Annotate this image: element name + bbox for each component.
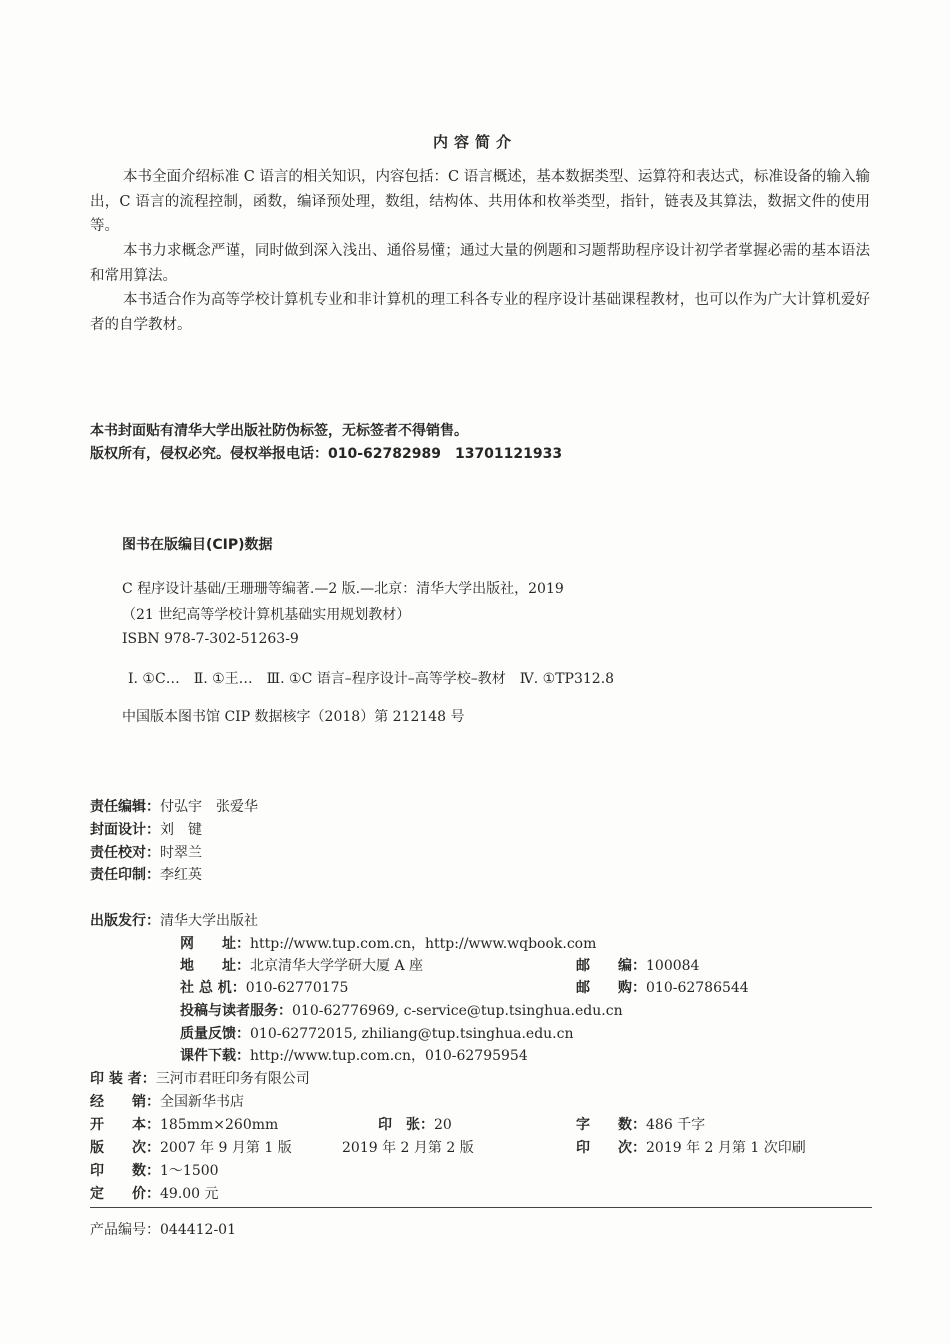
distributor-value: 全国新华书店 [160, 1094, 244, 1110]
sheets-value: 20 [434, 1117, 452, 1133]
staff-row-editor [90, 796, 258, 816]
publisher-name: 清华大学出版社 [160, 913, 258, 929]
cip-heading: 图书在版编目(CIP)数据 [122, 537, 273, 553]
website-label: 网 址： [180, 936, 250, 952]
price-row [90, 1183, 219, 1203]
publisher-label: 出版发行： [90, 913, 160, 929]
format-label: 开 本： [90, 1117, 160, 1133]
edition-row [90, 1137, 292, 1157]
copies-row [90, 1160, 219, 1180]
product-code-label: 产品编号： [90, 1222, 160, 1238]
word-count-label: 字 数： [576, 1117, 646, 1133]
cip-line-2: （21 世纪高等学校计算机基础实用规划教材） [122, 607, 411, 623]
quality-feedback-label: 质量反馈： [180, 1026, 250, 1042]
zipcode-row [576, 955, 699, 975]
staff-row-printing [90, 864, 202, 884]
zipcode-label: 邮 编： [576, 958, 646, 974]
summary-title: 内容简介 [432, 133, 517, 151]
staff-value: 时翠兰 [160, 845, 202, 861]
mail-order-label: 邮 购： [576, 980, 646, 996]
anti-counterfeit-notice: 本书封面贴有清华大学出版社防伪标签，无标签者不得销售。 [90, 423, 468, 439]
cip-line-3: ISBN 978-7-302-51263-9 [122, 631, 299, 647]
reader-service-row [180, 1000, 623, 1020]
price-label: 定 价： [90, 1186, 160, 1202]
edition-label: 版 次： [90, 1140, 160, 1156]
copies-value: 1～1500 [160, 1163, 219, 1179]
staff-label: 封面设计： [90, 822, 160, 838]
impression-value: 2019 年 2 月第 1 次印刷 [646, 1140, 806, 1156]
staff-label: 责任编辑： [90, 799, 160, 815]
impression-label: 印 次： [576, 1140, 646, 1156]
cip-line-1: C 程序设计基础/王珊珊等编著.—2 版.—北京：清华大学出版社，2019 [122, 581, 564, 597]
sheets-label: 印 张： [378, 1117, 434, 1133]
staff-value: 李红英 [160, 867, 202, 883]
switchboard-row [180, 977, 348, 997]
copies-label: 印 数： [90, 1163, 160, 1179]
cip-line-4: Ⅰ. ①C… Ⅱ. ①王… Ⅲ. ①C 语言–程序设计–高等学校–教材 Ⅳ. ①TP312.8 [128, 671, 615, 687]
summary-paragraph-1: 本书全面介绍标准 C 语言的相关知识，内容包括：C 语言概述，基本数据类型、运算符和表达式，标准设备的输入输出，C 语言的流程控制，函数，编译预处理，数组，结构体、共用体和枚举类型，指针，链表及其算法，数据文件的使用等。 [90, 169, 870, 234]
website-value: http://www.tup.com.cn，http://www.wqbook.com [250, 936, 597, 952]
staff-label: 责任校对： [90, 845, 160, 861]
staff-row-proofreader [90, 842, 202, 862]
printer-row [90, 1068, 310, 1088]
quality-feedback-value: 010-62772015, zhiliang@tup.tsinghua.edu.cn [250, 1026, 574, 1042]
product-code-row [90, 1219, 236, 1239]
publisher-row [90, 910, 258, 930]
address-label: 地 址： [180, 958, 250, 974]
quality-feedback-row [180, 1023, 573, 1043]
mail-order-value: 010-62786544 [646, 980, 749, 996]
courseware-download-value: http://www.tup.com.cn，010-62795954 [250, 1048, 528, 1064]
printer-value: 三河市君旺印务有限公司 [155, 1071, 310, 1087]
staff-row-cover [90, 819, 202, 839]
printer-label: 印 装 者： [90, 1071, 156, 1087]
reader-service-value: 010-62776969, c-service@tup.tsinghua.edu.cn [292, 1003, 623, 1019]
product-code-value: 044412-01 [160, 1222, 236, 1238]
impression-row [576, 1137, 806, 1157]
courseware-download-row [180, 1045, 528, 1065]
reader-service-label: 投稿与读者服务： [180, 1003, 292, 1019]
format-row [90, 1114, 278, 1134]
switchboard-label: 社 总 机： [180, 980, 246, 996]
courseware-download-label: 课件下载： [180, 1048, 250, 1064]
address-row [180, 955, 423, 975]
format-value: 185mm×260mm [160, 1117, 279, 1133]
website-row [180, 933, 596, 953]
switchboard-value: 010-62770175 [245, 980, 349, 996]
copyright-notice: 版权所有，侵权必究。侵权举报电话：010-62782989 13701121933 [90, 446, 563, 462]
summary-paragraph-2: 本书力求概念严谨，同时做到深入浅出、通俗易懂；通过大量的例题和习题帮助程序设计初学者掌握必需的基本语法和常用算法。 [90, 243, 870, 284]
summary-paragraph-3: 本书适合作为高等学校计算机专业和非计算机的理工科各专业的程序设计基础课程教材，也可以作为广大计算机爱好者的自学教材。 [90, 292, 870, 333]
price-value: 49.00 元 [160, 1186, 219, 1202]
word-count-row [576, 1114, 705, 1134]
staff-value: 刘 键 [160, 822, 202, 838]
staff-value: 付弘宇 张爱华 [160, 799, 258, 815]
sheets-row [378, 1114, 452, 1134]
address-value: 北京清华大学学研大厦 A 座 [250, 958, 424, 974]
divider [90, 1207, 872, 1208]
zipcode-value: 100084 [646, 958, 700, 974]
edition-first: 2007 年 9 月第 1 版 [160, 1140, 292, 1156]
word-count-value: 486 千字 [646, 1117, 706, 1133]
cip-line-5: 中国版本图书馆 CIP 数据核字（2018）第 212148 号 [122, 709, 465, 725]
distributor-label: 经 销： [90, 1094, 160, 1110]
staff-label: 责任印制： [90, 867, 160, 883]
mail-order-row [576, 977, 749, 997]
distributor-row [90, 1091, 244, 1111]
edition-second: 2019 年 2 月第 2 版 [342, 1140, 474, 1156]
